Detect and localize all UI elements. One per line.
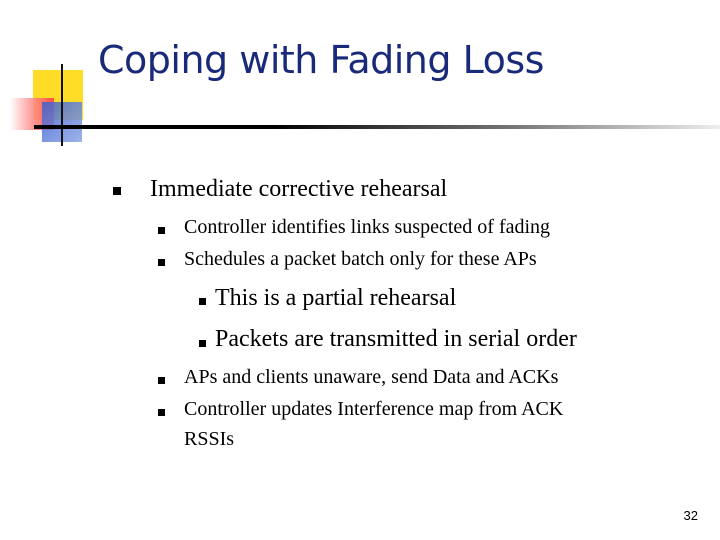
bullet-square-icon — [158, 377, 165, 384]
bullet-square-icon — [199, 340, 206, 347]
sub-bullet: Controller updates Interference map from ACK — [184, 398, 564, 420]
sub-sub-bullet: Packets are transmitted in serial order — [215, 326, 577, 352]
sub-bullet: APs and clients unaware, send Data and ACKs — [184, 366, 559, 388]
sub-bullet: Schedules a packet batch only for these APs — [184, 248, 537, 270]
bullet-square-icon — [158, 259, 165, 266]
bullet-square-icon — [113, 187, 121, 195]
title-underline — [34, 125, 720, 129]
slide-title: Coping with Fading Loss — [98, 38, 544, 82]
bullet-square-icon — [158, 227, 165, 234]
page-number: 32 — [683, 508, 698, 523]
bullet-level1: Immediate corrective rehearsal — [150, 176, 448, 202]
sub-sub-bullet: This is a partial rehearsal — [215, 285, 457, 311]
sub-bullet-continuation: RSSIs — [184, 428, 235, 450]
bullet-square-icon — [158, 409, 165, 416]
bullet-square-icon — [199, 298, 206, 305]
logo-vertical-line — [61, 64, 63, 146]
sub-bullet: Controller identifies links suspected of fading — [184, 216, 551, 238]
